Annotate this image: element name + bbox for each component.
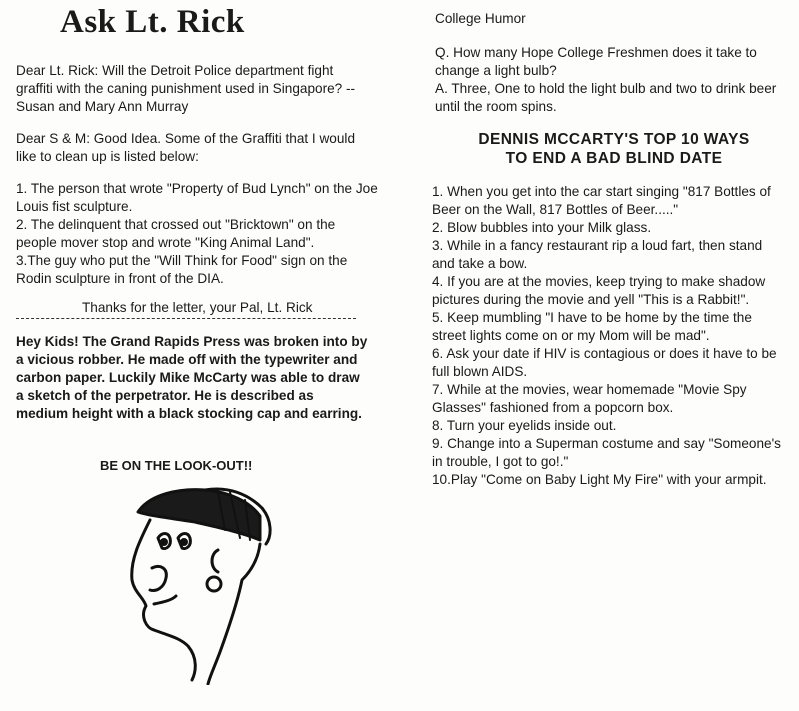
list-item: 2. Blow bubbles into your Milk glass. (432, 220, 652, 235)
reader-letter: Dear Lt. Rick: Will the Detroit Police department fight graffiti with the caning punishment used in Singapore? -- Susan and Mary Ann Murray (16, 63, 356, 114)
heading-line: TO END A BAD BLIND DATE (505, 150, 723, 167)
list-item: 7. While at the movies, wear homemade "Movie Spy Glasses" fashioned from a popcorn box. (432, 382, 747, 415)
list-item: 3. While in a fancy restaurant rip a loud fart, then stand and take a bow. (432, 238, 763, 271)
list-item: 9. Change into a Superman costume and say "Someone's in trouble, I got to go!." (432, 436, 781, 469)
article-title: Ask Lt. Rick (60, 4, 245, 40)
list-item: 10.Play "Come on Baby Light My Fire" with your armpit. (432, 472, 767, 487)
joke-question: Q. How many Hope College Freshmen does it take to change a light bulb? (435, 45, 757, 78)
suspect-sketch (110, 480, 310, 685)
list-item: 1. The person that wrote "Property of Bud Lynch" on the Joe Louis fist sculpture. (16, 181, 378, 214)
list-item: 3.The guy who put the "Will Think for Food" sign on the Rodin sculpture in front of the DIA. (16, 253, 348, 286)
list-item: 1. When you get into the car start singing "817 Bottles of Beer on the Wall, 817 Bottles of Beer....." (432, 184, 771, 217)
top10-list (432, 183, 787, 489)
signoff: Thanks for the letter, your Pal, Lt. Rick (82, 300, 313, 315)
reply-intro: Dear S & M: Good Idea. Some of the Graffiti that I would like to clean up is listed below: (16, 131, 356, 164)
list-item: 5. Keep mumbling "I have to be home by the time the street lights come on or my Mom will be mad". (432, 310, 752, 343)
list-item: 4. If you are at the movies, keep trying to make shadow pictures during the movie and yell "This is a Rabbit!". (432, 274, 766, 307)
list-item: 8. Turn your eyelids inside out. (432, 418, 617, 433)
reply-list (16, 180, 378, 288)
heading-line: DENNIS MCCARTY'S TOP 10 WAYS (478, 131, 750, 148)
joke-answer: A. Three, One to hold the light bulb and two to drink beer until the room spins. (435, 81, 777, 114)
divider (16, 318, 356, 319)
section-title: College Humor (435, 11, 526, 26)
notice-text: Hey Kids! The Grand Rapids Press was broken into by a vicious robber. He made off with the typewriter and carbon paper. Luckily Mike McCarty was able to draw a sketch of the perpetrator. He is described as medium height with a black stocking cap and earring. (16, 334, 368, 421)
list-item: 2. The delinquent that crossed out "Bricktown" on the people mover stop and wrote "King Animal Land". (16, 217, 336, 250)
top10-heading (430, 130, 798, 168)
list-item: 6. Ask your date if HIV is contagious or does it have to be full blown AIDS. (432, 346, 777, 379)
lookout-banner: BE ON THE LOOK-OUT!! (100, 458, 253, 473)
